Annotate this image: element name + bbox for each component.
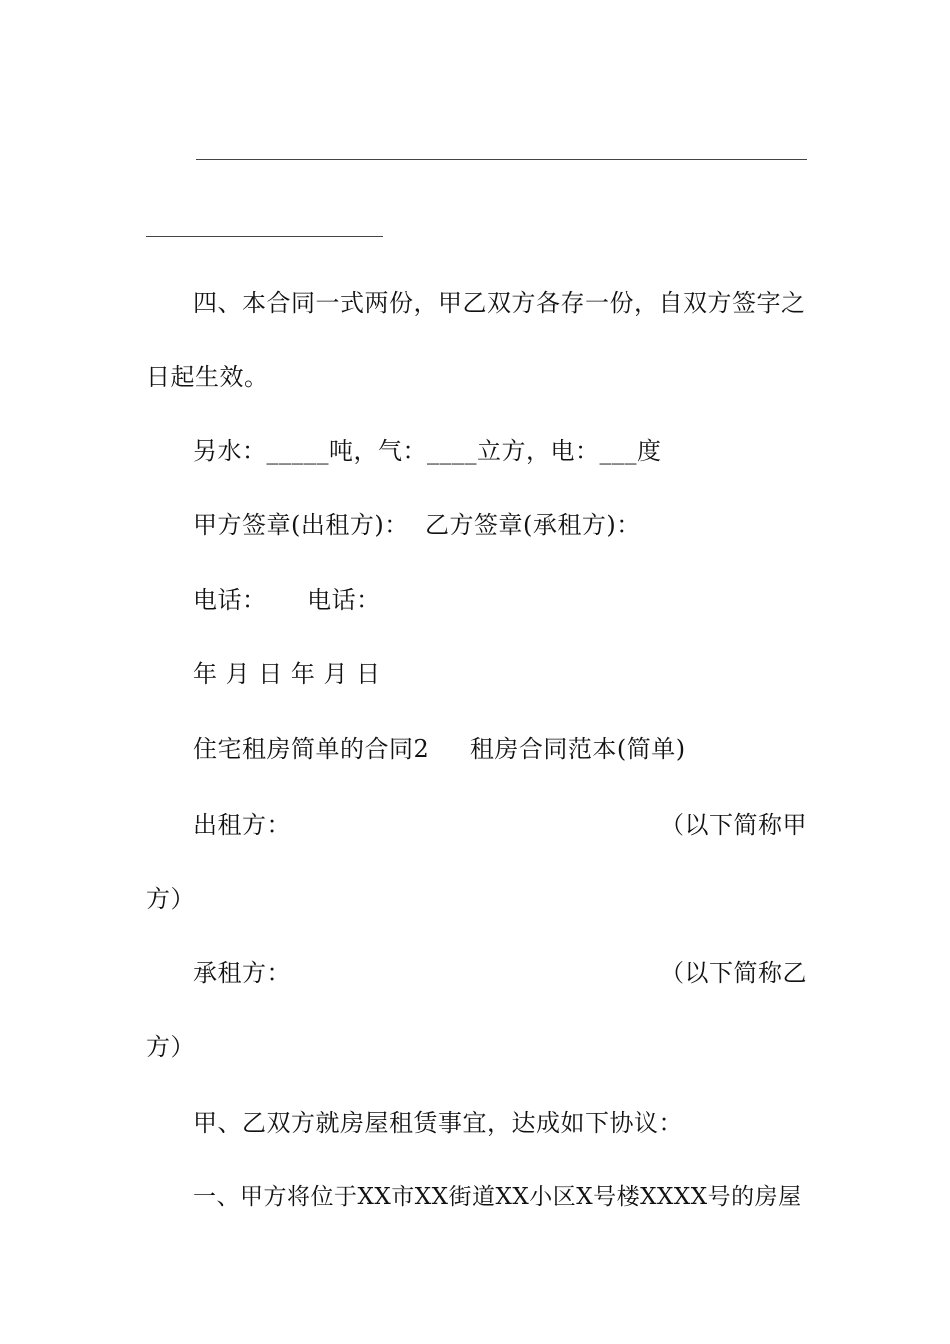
- blank-underline-1: [196, 159, 807, 160]
- second-contract-title: 住宅租房简单的合同2 租房合同范本(简单): [193, 735, 686, 763]
- lessor-label: 出租方：: [193, 811, 291, 839]
- lessor-abbr: （以下简称甲: [660, 811, 807, 839]
- para-four-line1: 四、本合同一式两份，甲乙双方各存一份，自双方签字之: [193, 289, 806, 317]
- lessee-abbr: （以下简称乙: [660, 959, 807, 987]
- lessor-abbr-end: 方）: [146, 885, 195, 913]
- lessee-abbr-end: 方）: [146, 1033, 195, 1061]
- clause-one: 一、甲方将位于XX市XX街道XX小区X号楼XXXX号的房屋: [193, 1184, 802, 1210]
- date-line: 年 月 日 年 月 日: [193, 660, 381, 688]
- phone-line: 电话： 电话：: [193, 586, 381, 614]
- utilities-line: 另水：_____吨，气：____立方，电：___度: [193, 437, 662, 465]
- agreement-intro: 甲、乙双方就房屋租赁事宜，达成如下协议：: [193, 1109, 683, 1137]
- signature-line: 甲方签章(出租方)： 乙方签章(承租方)：: [193, 511, 641, 539]
- blank-underline-2: [146, 236, 383, 237]
- lessee-label: 承租方：: [193, 959, 291, 987]
- para-four-line2: 日起生效。: [146, 363, 269, 391]
